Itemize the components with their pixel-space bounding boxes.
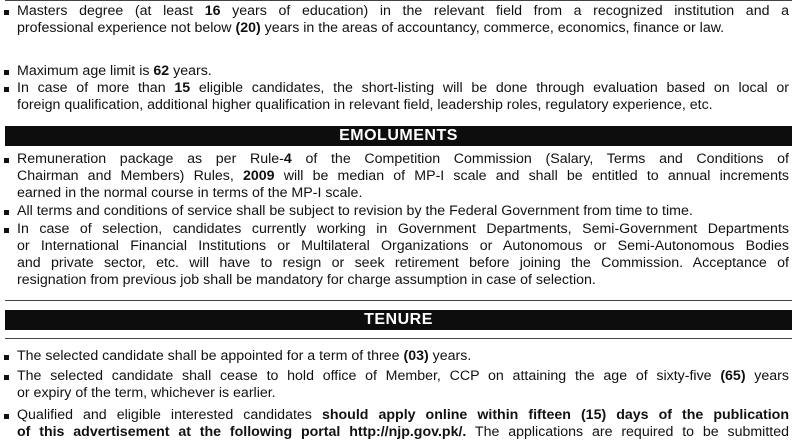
- text-line: Chairman and Members) Rules, 2009 will be median of MP-I scale and shall be entitled to annual increments: [17, 168, 789, 184]
- bullet-icon: [4, 375, 9, 380]
- text-line: The selected candidate shall cease to hold office of Member, CCP on attaining the age of sixty-five (65) years: [17, 368, 789, 384]
- text-line: professional experience not below (20) years in the areas of accountancy, commerce, economics, finance or law.: [17, 20, 725, 36]
- text-line: of this advertisement at the following portal http://njp.gov.pk/. The applications are required to be submitted: [17, 424, 789, 440]
- list-item-terms-revision: [7, 203, 789, 220]
- text-line: In case of more than 15 eligible candidates, the short-listing will be done through evaluation based on local or: [17, 80, 789, 96]
- bullet-icon: [4, 158, 9, 163]
- bullet-icon: [4, 210, 9, 215]
- text-line: resignation from previous job shall be mandatory for charge assumption in case of selection.: [17, 272, 596, 288]
- section-heading-emoluments: EMOLUMENTS: [5, 126, 792, 146]
- list-item-qualification: [7, 3, 789, 37]
- text-line: Masters degree (at least 16 years of education) in the relevant field from a recognized institution and a: [17, 3, 790, 19]
- list-item-cease-office: [7, 368, 789, 402]
- text-line: All terms and conditions of service shall be subject to revision by the Federal Government from time to time.: [17, 203, 693, 219]
- bullet-icon: [4, 10, 9, 15]
- bullet-icon: [4, 70, 9, 75]
- top-rule: [5, 0, 792, 1]
- bullet-icon: [4, 87, 9, 92]
- bullet-icon: [4, 414, 9, 419]
- text-line: or International Financial Institutions or Multilateral Organizations or Autonomous or Semi-Autonomous Bodies: [17, 238, 789, 254]
- text-line: earned in the normal course in terms of the MP-I scale.: [17, 185, 363, 201]
- list-item-selection: [7, 221, 789, 289]
- bullet-icon: [4, 355, 9, 360]
- text-line: foreign qualification, additional higher qualification in relevant field, leadership roles, regulatory experience, etc.: [17, 97, 713, 113]
- list-item-age-limit: [7, 63, 789, 80]
- list-item-apply-online: [7, 407, 789, 441]
- text-line: Maximum age limit is 62 years.: [17, 63, 212, 79]
- text-line: Remuneration package as per Rule-4 of the Competition Commission (Salary, Terms and Conditions of: [17, 151, 789, 167]
- text-line: and private sector, etc. will have to resign or seek retirement before joining the Commission. Acceptance of: [17, 255, 789, 271]
- text-line: The selected candidate shall be appointed for a term of three (03) years.: [17, 348, 472, 364]
- text-line: or expiry of the term, whichever is earlier.: [17, 385, 276, 401]
- section-rule: [5, 338, 792, 339]
- list-item-shortlisting: [7, 80, 789, 114]
- section-heading-tenure: TENURE: [5, 310, 792, 330]
- list-item-term: [7, 348, 789, 365]
- list-item-remuneration: [7, 151, 789, 202]
- text-line: Qualified and eligible interested candidates should apply online within fifteen (15) days of the publication: [17, 407, 789, 423]
- section-rule: [5, 300, 792, 301]
- bullet-icon: [4, 228, 9, 233]
- text-line: In case of selection, candidates currently working in Government Departments, Semi-Government Departments: [17, 221, 789, 237]
